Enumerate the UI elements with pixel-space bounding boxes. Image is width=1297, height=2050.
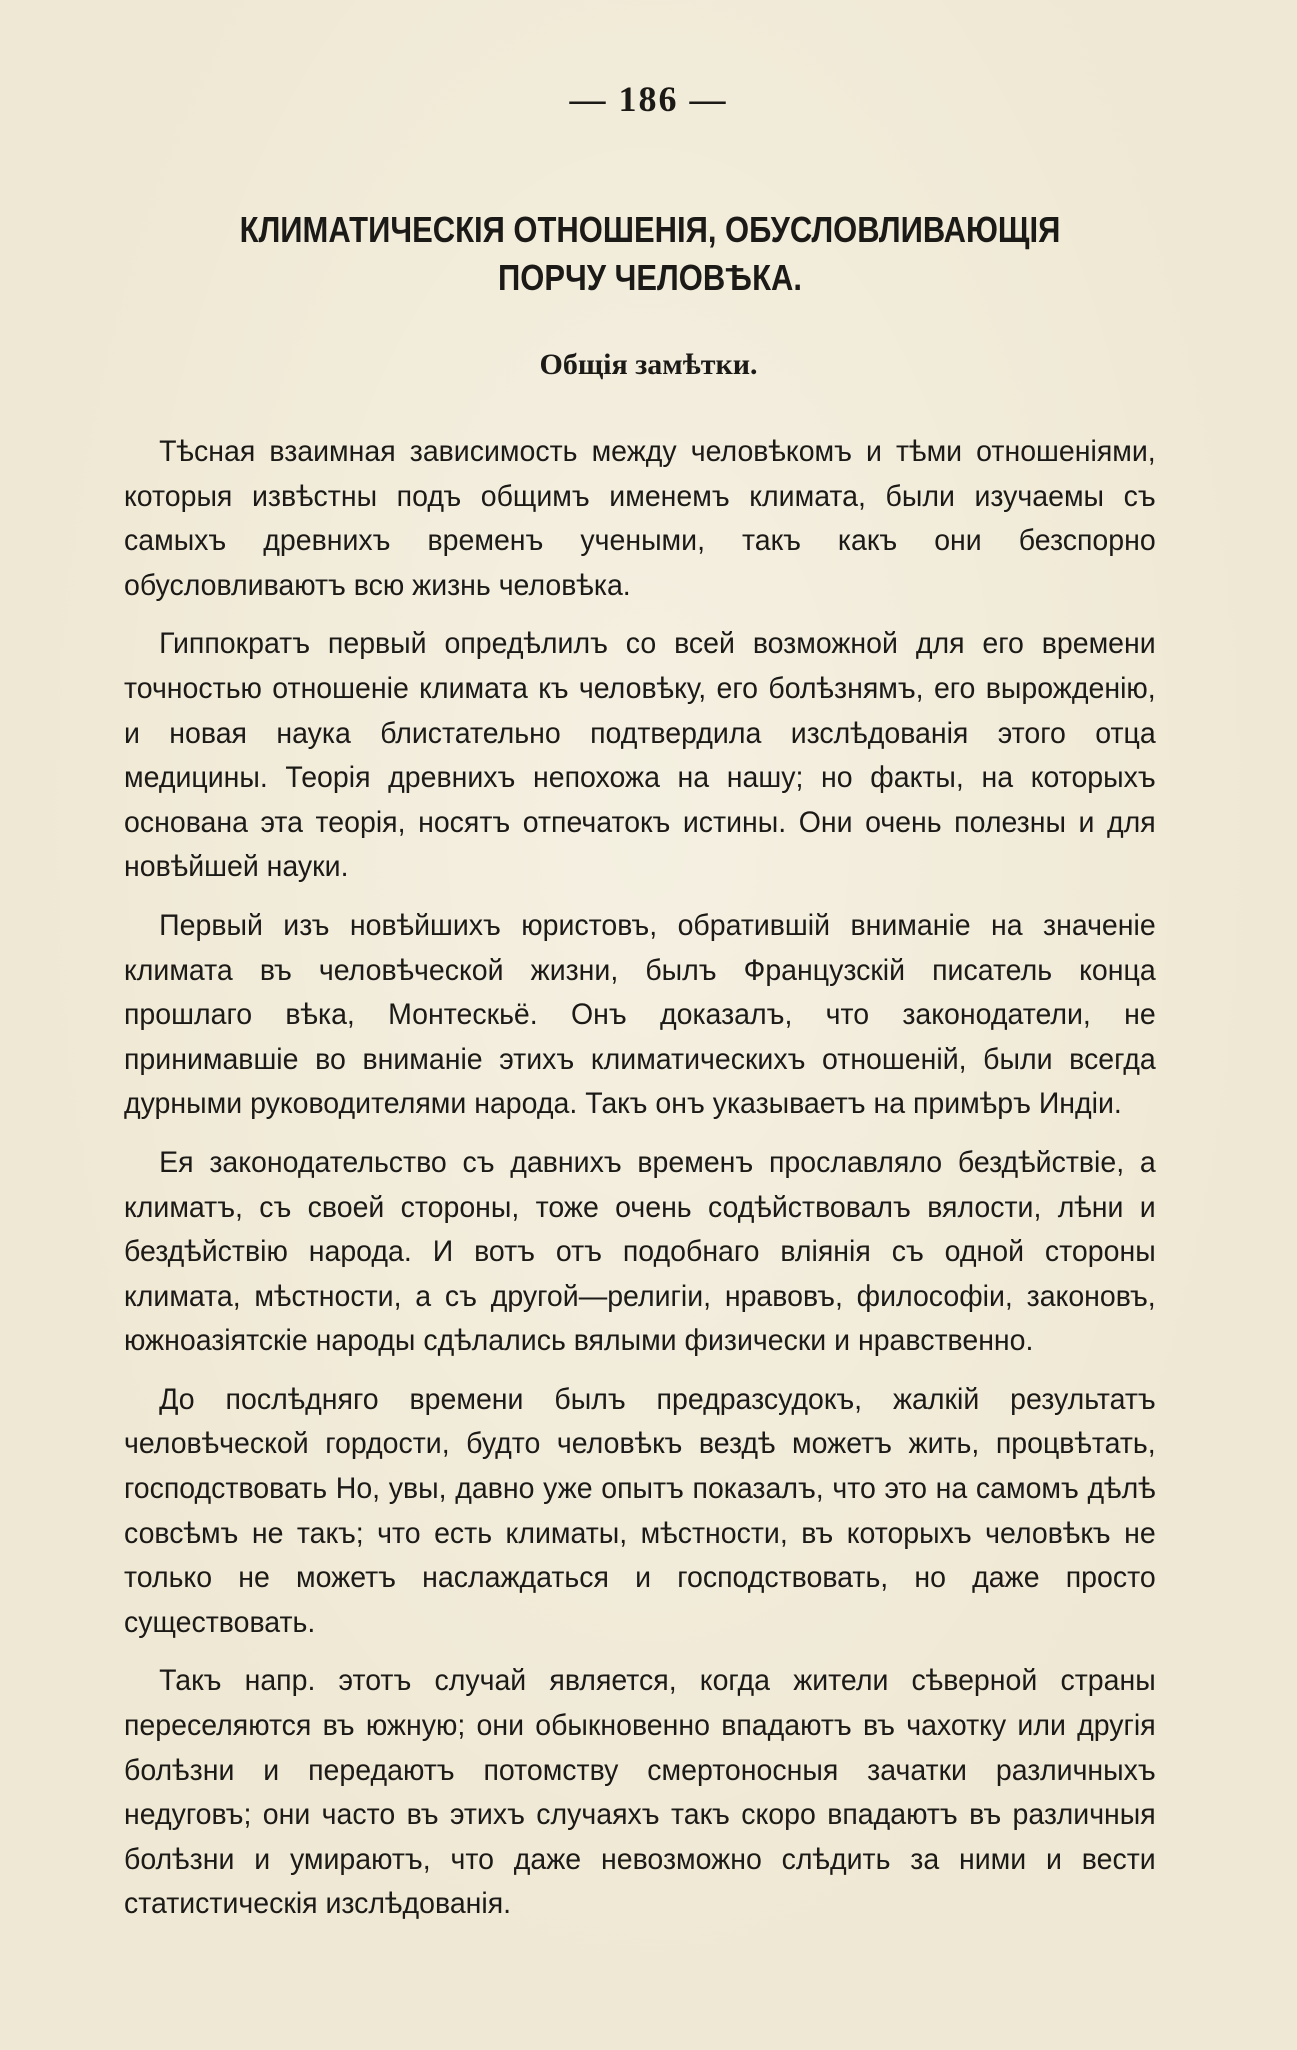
page-number: — 186 — [569, 79, 728, 119]
chapter-title: КЛИМАТИЧЕСКІЯ ОТНОШЕНІЯ, ОБУСЛОВЛИВАЮЩІЯ ПОРЧУ ЧЕЛОВѢКА. [239, 209, 1061, 298]
paragraph: Первый изъ новѣйшихъ юристовъ, обратившій вниманіе на значеніе климата въ человѣческой жизни, былъ Французскій писатель конца прошлаго вѣка, Монтескьё. Онъ доказалъ, что законодатели, не принимавшіе во вниманіе этихъ климатическихъ отношеній, были всегда дурными руководителями народа. Такъ онъ указываетъ на примѣръ Индіи. [124, 908, 1156, 1121]
paragraph: Ея законодательство съ давнихъ временъ прославляло бездѣйствіе, а климатъ, съ своей стороны, тоже очень содѣйствовалъ вялости, лѣни и бездѣйствію народа. И вотъ отъ подобнаго вліянія съ одной стороны климата, мѣстности, а съ другой—религіи, нравовъ, философіи, законовъ, южноазіятскіе народы сдѣлались вялыми физически и нравственно. [124, 1145, 1156, 1358]
paragraph: До послѣдняго времени былъ предразсудокъ, жалкій результатъ человѣческой гордости, будто человѣкъ вездѣ можетъ жить, процвѣтать, господствовать Но, увы, давно уже опытъ показалъ, что это на самомъ дѣлѣ совсѣмъ не такъ; что есть климаты, мѣстности, въ которыхъ человѣкъ не только не можетъ наслаждаться и господствовать, но даже просто существовать. [124, 1382, 1156, 1639]
body-text [124, 430, 1156, 1941]
section-subtitle: Общія замѣтки. [539, 348, 758, 381]
paragraph: Тѣсная взаимная зависимость между человѣкомъ и тѣми отношеніями, которыя извѣстны подъ общимъ именемъ климата, были изучаемы съ самыхъ древнихъ временъ учеными, такъ какъ они безспорно обусловливаютъ всю жизнь человѣка. [124, 435, 1156, 602]
paragraph: Такъ напр. этотъ случай является, когда жители сѣверной страны переселяются въ южную; они обыкновенно впадаютъ въ чахотку или другія болѣзни и передаютъ потомству смертоносныя зачатки различныхъ недуговъ; они часто въ этихъ случаяхъ такъ скоро впадаютъ въ различныя болѣзни и умираютъ, что даже невозможно слѣдить за ними и вести статистическія изслѣдованія. [124, 1664, 1156, 1921]
paragraph: Гиппократъ первый опредѣлилъ со всей возможной для его времени точностью отношеніе климата къ человѣку, его болѣзнямъ, его вырожденію, и новая наука блистательно подтвердила изслѣдованія этого отца медицины. Теорія древнихъ непохожа на нашу; но факты, на которыхъ основана эта теорія, носятъ отпечатокъ истины. Они очень полезны и для новѣйшей науки. [124, 627, 1156, 884]
